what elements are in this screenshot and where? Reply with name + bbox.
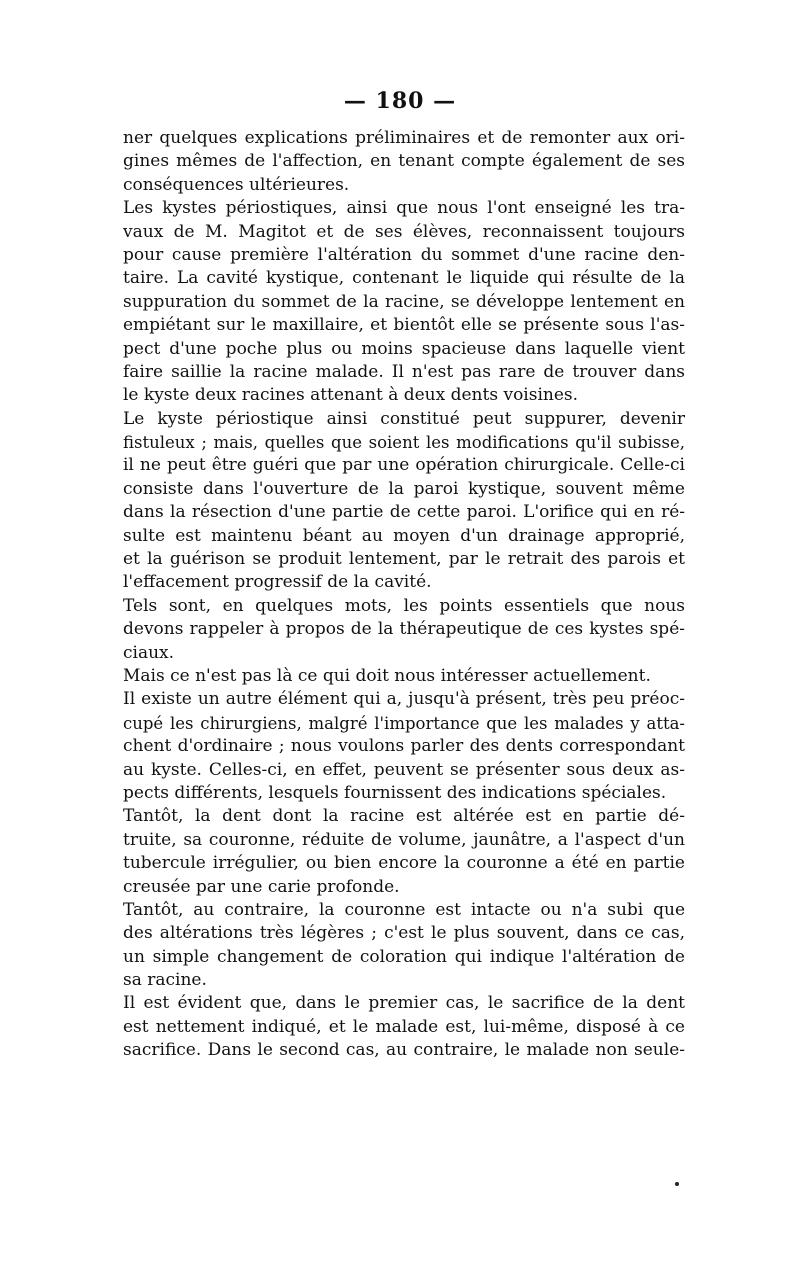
text-line: Il existe un autre élément qui a, jusqu'à présent, très peu préoc- — [123, 689, 685, 710]
text-line: vaux de M. Magitot et de ses élèves, reconnaissent toujours — [123, 221, 685, 242]
text-line: le kyste deux racines attenant à deux dents voisines. — [123, 385, 579, 406]
text-line: dans la résection d'une partie de cette paroi. L'orifice qui en ré- — [123, 502, 685, 523]
text-line: fistuleux ; mais, quelles que soient les modifications qu'il subisse, — [123, 433, 685, 453]
text-line: tubercule irrégulier, ou bien encore la couronne a été en partie — [123, 853, 685, 874]
text-line: sa racine. — [123, 970, 207, 991]
text-line: consiste dans l'ouverture de la paroi kystique, souvent même — [123, 478, 685, 499]
text-line: Mais ce n'est pas là ce qui doit nous intéresser actuellement. — [123, 665, 651, 686]
text-line: sacrifice. Dans le second cas, au contraire, le malade non seule- — [123, 1040, 685, 1061]
text-line: faire saillie la racine malade. Il n'est pas rare de trouver dans — [123, 361, 685, 382]
text-line: Il est évident que, dans le premier cas, le sacrifice de la dent — [123, 993, 685, 1014]
text-line: taire. La cavité kystique, contenant le liquide qui résulte de la — [123, 268, 685, 289]
text-line: Le kyste périostique ainsi constitué peut suppurer, devenir — [123, 408, 685, 429]
text-line: sulte est maintenu béant au moyen d'un drainage approprié, — [123, 525, 685, 546]
text-line: empiétant sur le maxillaire, et bientôt elle se présente sous l'as- — [123, 315, 685, 336]
text-line: conséquences ultérieures. — [123, 174, 350, 195]
text-line: Tantôt, au contraire, la couronne est intacte ou n'a subi que — [123, 899, 685, 920]
text-line: cupé les chirurgiens, malgré l'importance que les malades y atta- — [123, 713, 685, 733]
text-line: il ne peut être guéri que par une opération chirurgicale. Celle-ci — [123, 455, 685, 476]
text-line: pects différents, lesquels fournissent des indications spéciales. — [123, 782, 667, 803]
text-line: et la guérison se produit lentement, par le retrait des parois et — [123, 549, 685, 570]
text-line: ner quelques explications préliminaires et de remonter aux ori- — [123, 128, 685, 148]
text-line: devons rappeler à propos de la thérapeutique de ces kystes spé- — [123, 619, 685, 640]
text-line: au kyste. Celles-ci, en effet, peuvent se présenter sous deux as- — [123, 759, 685, 780]
text-line: est nettement indiqué, et le malade est, lui-même, disposé à ce — [123, 1016, 685, 1037]
ink-speck — [675, 1182, 679, 1186]
text-line: Les kystes périostiques, ainsi que nous l'ont enseigné les tra- — [123, 198, 685, 219]
text-line: suppuration du sommet de la racine, se développe lentement en — [123, 291, 685, 312]
text-line: ciaux. — [123, 642, 175, 663]
text-line: chent d'ordinaire ; nous voulons parler des dents correspondant — [123, 736, 685, 757]
text-line: Tantôt, la dent dont la racine est altérée est en partie dé- — [123, 806, 685, 827]
text-line: creusée par une carie profonde. — [123, 876, 400, 897]
text-line: un simple changement de coloration qui indique l'altération de — [123, 946, 685, 967]
text-line: pect d'une poche plus ou moins spacieuse dans laquelle vient — [123, 338, 685, 359]
text-line: l'effacement progressif de la cavité. — [123, 572, 432, 593]
text-line: truite, sa couronne, réduite de volume, jaunâtre, a l'aspect d'un — [123, 829, 685, 850]
text-line: gines mêmes de l'affection, en tenant compte également de ses — [123, 151, 685, 172]
text-line: Tels sont, en quelques mots, les points essentiels que nous — [123, 595, 685, 616]
text-line: des altérations très légères ; c'est le plus souvent, dans ce cas, — [123, 923, 685, 944]
body-text — [123, 127, 685, 1063]
text-line: pour cause première l'altération du sommet d'une racine den- — [123, 244, 685, 265]
page-number: — 180 — — [343, 88, 457, 114]
